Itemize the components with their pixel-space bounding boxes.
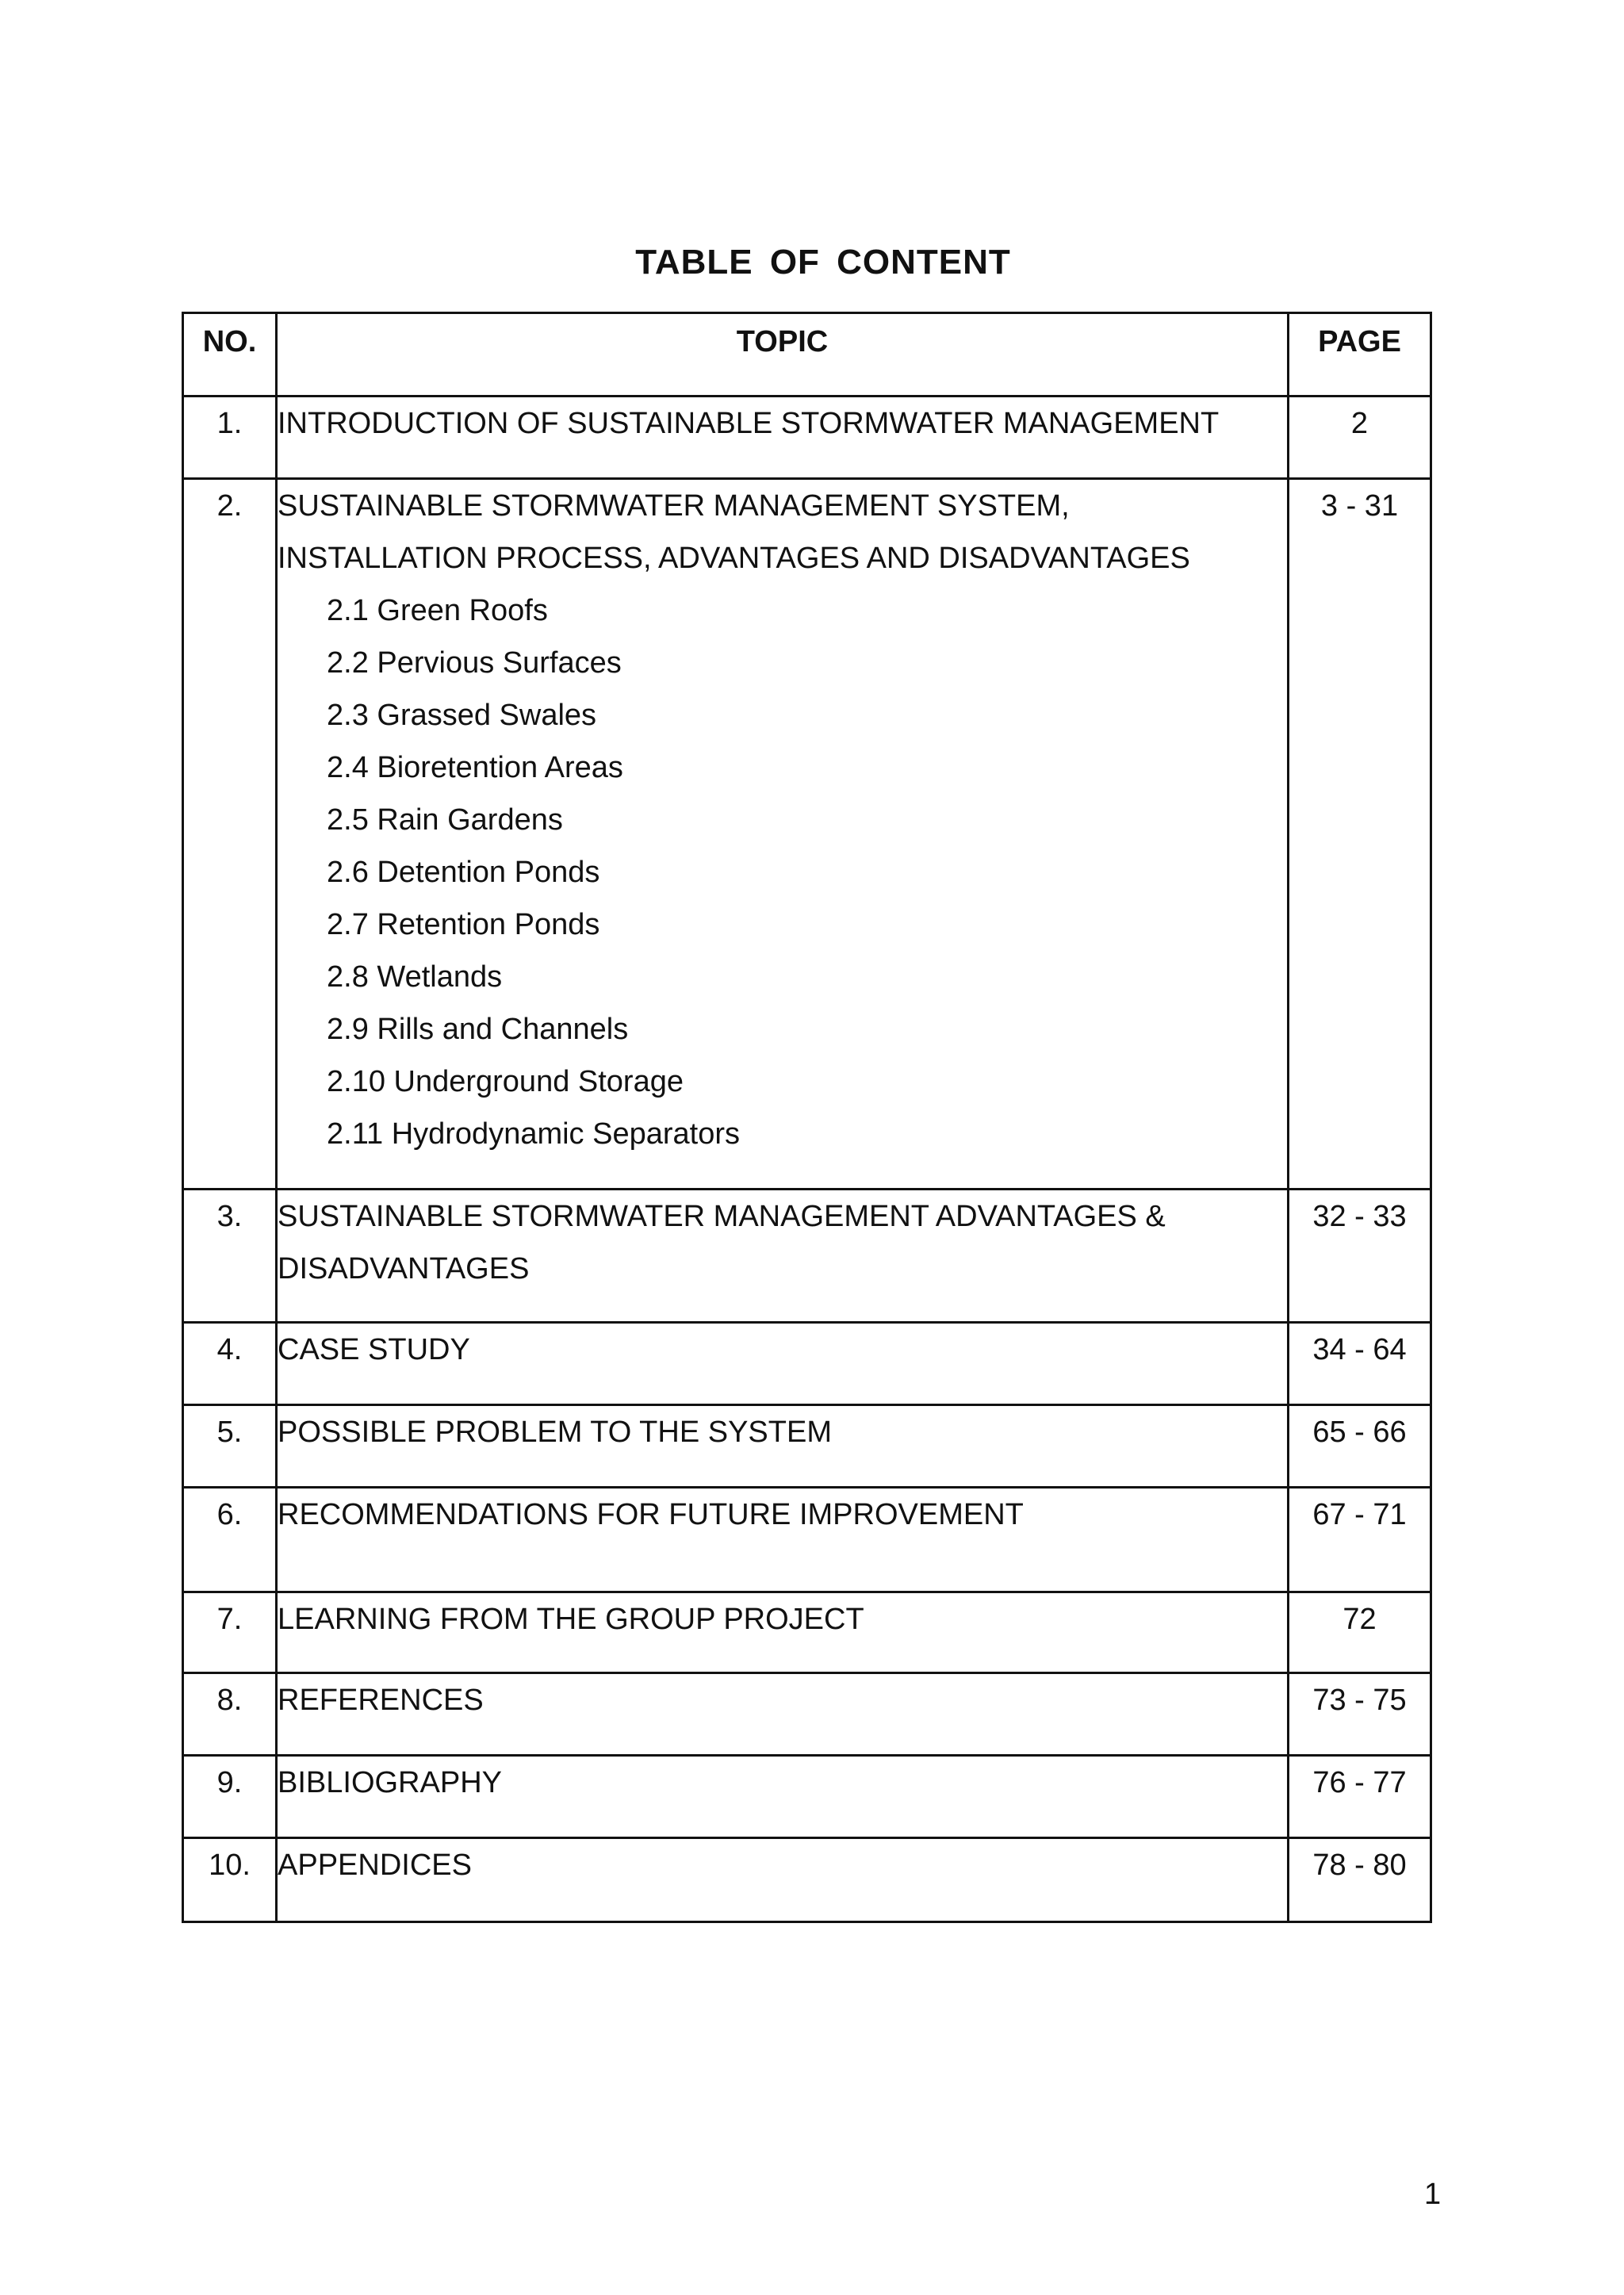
row-page-range: 67 - 71 <box>1289 1488 1431 1592</box>
table-row <box>183 397 1431 479</box>
table-of-contents <box>182 312 1432 1923</box>
row-number: 10. <box>183 1838 277 1922</box>
row-number: 2. <box>183 479 277 1190</box>
row-number: 1. <box>183 397 277 479</box>
table-row <box>183 1838 1431 1922</box>
subtopic-item: 2.10 Underground Storage <box>327 1065 684 1098</box>
topic-line: REFERENCES <box>278 1684 484 1717</box>
table-row <box>183 1592 1431 1673</box>
page-title: TABLE OF CONTENT <box>635 243 1011 282</box>
table-row <box>183 479 1431 1190</box>
row-topic <box>277 1405 1289 1488</box>
header-no: NO. <box>183 313 277 397</box>
row-topic <box>277 397 1289 479</box>
subtopic-item: 2.7 Retention Ponds <box>327 908 600 941</box>
row-topic <box>277 1190 1289 1323</box>
row-topic <box>277 1756 1289 1838</box>
row-page-range: 76 - 77 <box>1289 1756 1431 1838</box>
row-topic <box>277 1488 1289 1592</box>
page-number: 1 <box>1424 2178 1442 2211</box>
subtopic-item: 2.1 Green Roofs <box>327 594 548 627</box>
header-page: PAGE <box>1289 313 1431 397</box>
row-topic <box>277 1323 1289 1405</box>
row-page-range: 32 - 33 <box>1289 1190 1431 1323</box>
row-number: 8. <box>183 1673 277 1756</box>
row-number: 9. <box>183 1756 277 1838</box>
subtopic-item: 2.11 Hydrodynamic Separators <box>327 1117 740 1151</box>
table-body <box>183 397 1431 1922</box>
subtopic-item: 2.2 Pervious Surfaces <box>327 646 622 680</box>
topic-line: SUSTAINABLE STORMWATER MANAGEMENT ADVANTAGES & <box>278 1200 1166 1233</box>
row-topic <box>277 1592 1289 1673</box>
row-topic <box>277 479 1289 1190</box>
topic-line: INTRODUCTION OF SUSTAINABLE STORMWATER MANAGEMENT <box>278 407 1220 440</box>
table-row <box>183 1405 1431 1488</box>
subtopic-item: 2.8 Wetlands <box>327 960 503 994</box>
row-number: 5. <box>183 1405 277 1488</box>
row-number: 7. <box>183 1592 277 1673</box>
table-row <box>183 1488 1431 1592</box>
topic-line: LEARNING FROM THE GROUP PROJECT <box>278 1603 864 1636</box>
topic-line: INSTALLATION PROCESS, ADVANTAGES AND DISADVANTAGES <box>278 542 1190 575</box>
row-topic <box>277 1673 1289 1756</box>
topic-line: BIBLIOGRAPHY <box>278 1766 502 1799</box>
row-topic <box>277 1838 1289 1922</box>
table-header-row <box>183 313 1431 397</box>
row-page-range: 72 <box>1289 1592 1431 1673</box>
row-page-range: 2 <box>1289 397 1431 479</box>
row-page-range: 3 - 31 <box>1289 479 1431 1190</box>
topic-line: DISADVANTAGES <box>278 1252 530 1285</box>
subtopic-item: 2.4 Bioretention Areas <box>327 751 623 784</box>
topic-line: POSSIBLE PROBLEM TO THE SYSTEM <box>278 1416 832 1449</box>
row-number: 6. <box>183 1488 277 1592</box>
subtopic-item: 2.3 Grassed Swales <box>327 699 597 732</box>
row-page-range: 73 - 75 <box>1289 1673 1431 1756</box>
row-page-range: 78 - 80 <box>1289 1838 1431 1922</box>
row-number: 4. <box>183 1323 277 1405</box>
table-row <box>183 1190 1431 1323</box>
subtopic-item: 2.5 Rain Gardens <box>327 803 563 837</box>
topic-line: SUSTAINABLE STORMWATER MANAGEMENT SYSTEM, <box>278 489 1070 523</box>
table-row <box>183 1756 1431 1838</box>
topic-line: APPENDICES <box>278 1849 472 1882</box>
table-row <box>183 1323 1431 1405</box>
subtopic-item: 2.9 Rills and Channels <box>327 1013 629 1046</box>
row-page-range: 65 - 66 <box>1289 1405 1431 1488</box>
topic-line: RECOMMENDATIONS FOR FUTURE IMPROVEMENT <box>278 1498 1024 1531</box>
header-topic: TOPIC <box>277 313 1289 397</box>
table-row <box>183 1673 1431 1756</box>
subtopic-item: 2.6 Detention Ponds <box>327 856 600 889</box>
row-page-range: 34 - 64 <box>1289 1323 1431 1405</box>
row-number: 3. <box>183 1190 277 1323</box>
topic-line: CASE STUDY <box>278 1333 470 1366</box>
